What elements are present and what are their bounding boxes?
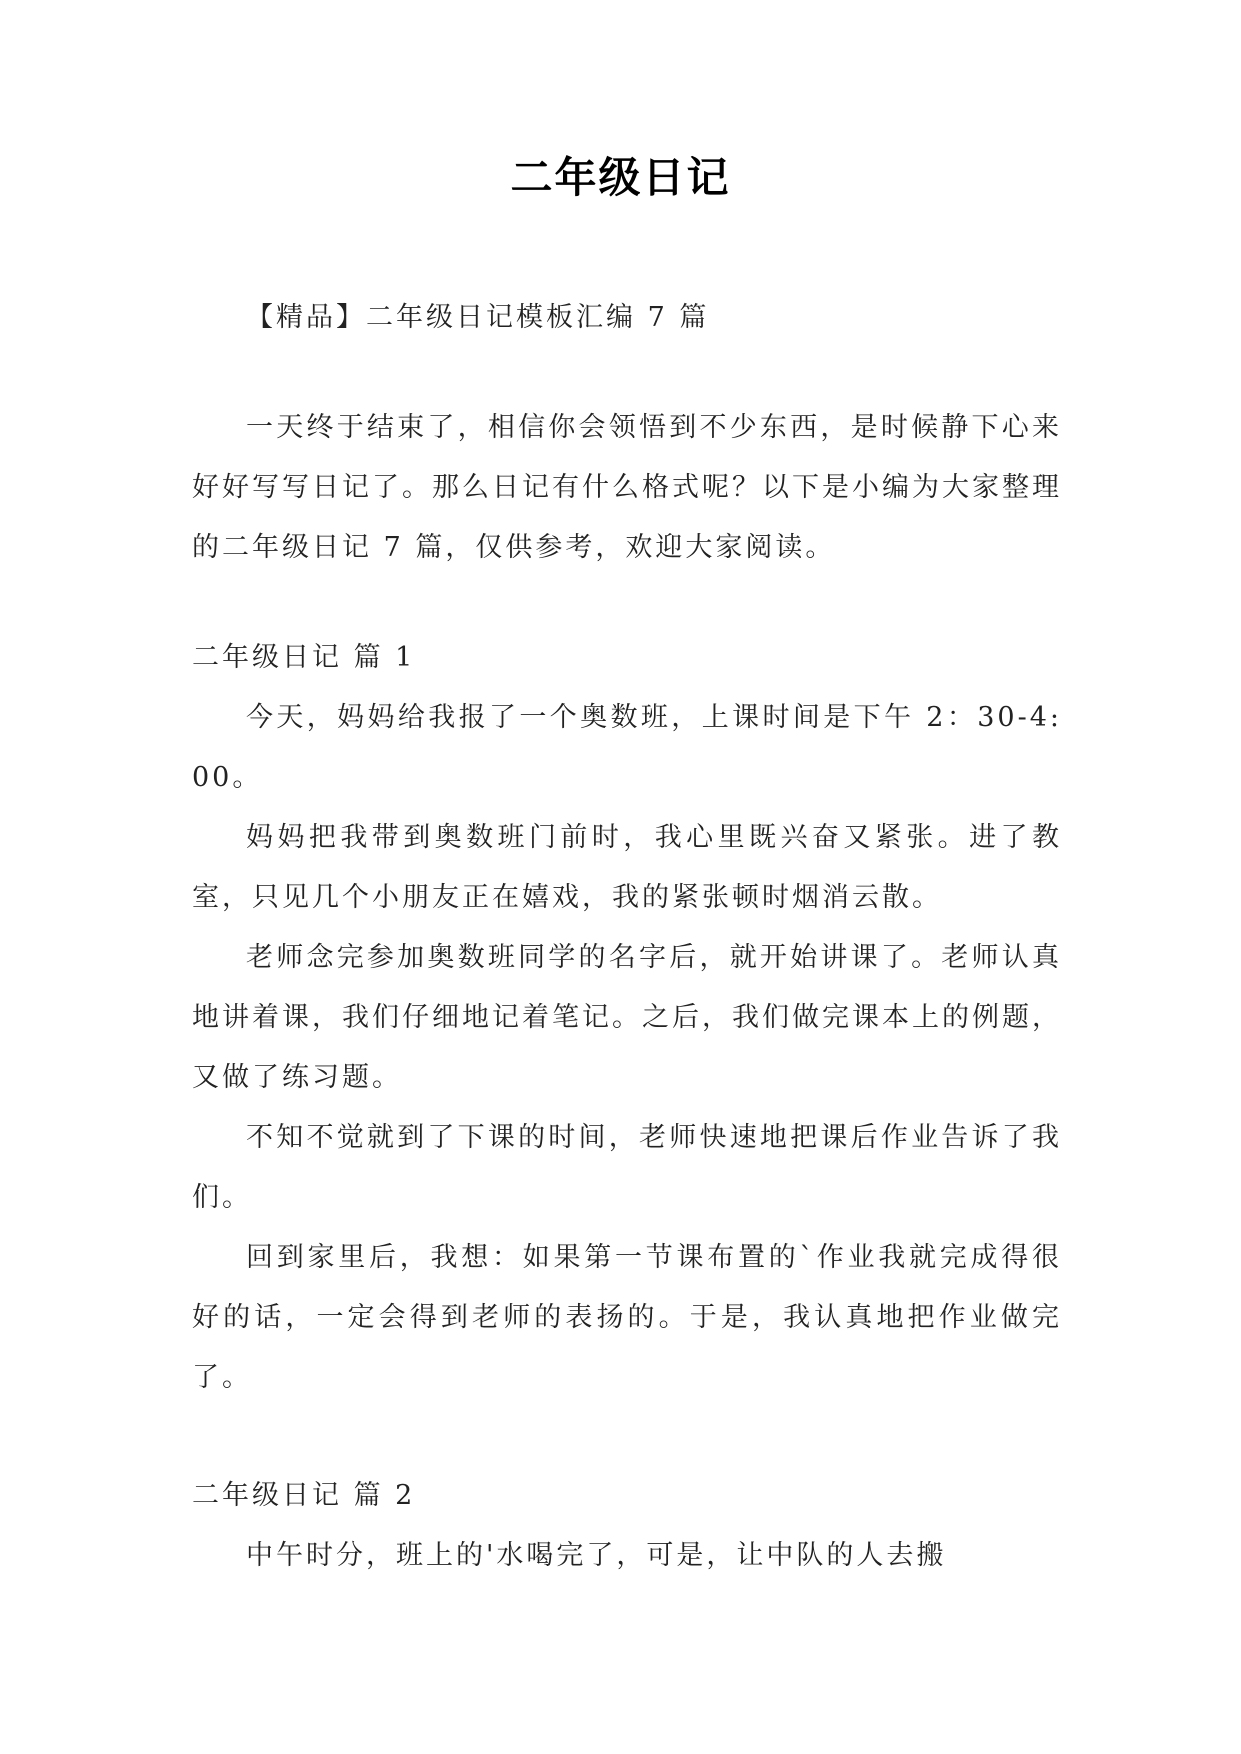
paragraph: 不知不觉就到了下课的时间，老师快速地把课后作业告诉了我们。 bbox=[192, 1122, 1062, 1213]
intro-paragraph: 一天终于结束了，相信你会领悟到不少东西，是时候静下心来好好写写日记了。那么日记有什么格式呢？以下是小编为大家整理的二年级日记 7 篇，仅供参考，欢迎大家阅读。 bbox=[192, 412, 1062, 563]
document-subtitle: 【精品】二年级日记模板汇编 7 篇 bbox=[246, 302, 710, 333]
paragraph: 今天，妈妈给我报了一个奥数班，上课时间是下午 2：30-4:00。 bbox=[192, 702, 1062, 793]
paragraph: 回到家里后，我想：如果第一节课布置的`作业我就完成得很好的话，一定会得到老师的表扬的。于是，我认真地把作业做完了。 bbox=[192, 1242, 1062, 1393]
paragraph: 老师念完参加奥数班同学的名字后，就开始讲课了。老师认真地讲着课，我们仔细地记着笔记。之后，我们做完课本上的例题，又做了练习题。 bbox=[192, 942, 1062, 1093]
document-body bbox=[192, 288, 1062, 1586]
paragraph: 妈妈把我带到奥数班门前时，我心里既兴奋又紧张。进了教室，只见几个小朋友正在嬉戏，我的紧张顿时烟消云散。 bbox=[192, 822, 1062, 913]
section-heading-1: 二年级日记 篇 1 bbox=[192, 642, 416, 673]
section-heading-2: 二年级日记 篇 2 bbox=[192, 1480, 416, 1511]
paragraph: 中午时分，班上的'水喝完了，可是，让中队的人去搬 bbox=[246, 1540, 947, 1571]
document-title: 二年级日记 bbox=[510, 153, 731, 202]
